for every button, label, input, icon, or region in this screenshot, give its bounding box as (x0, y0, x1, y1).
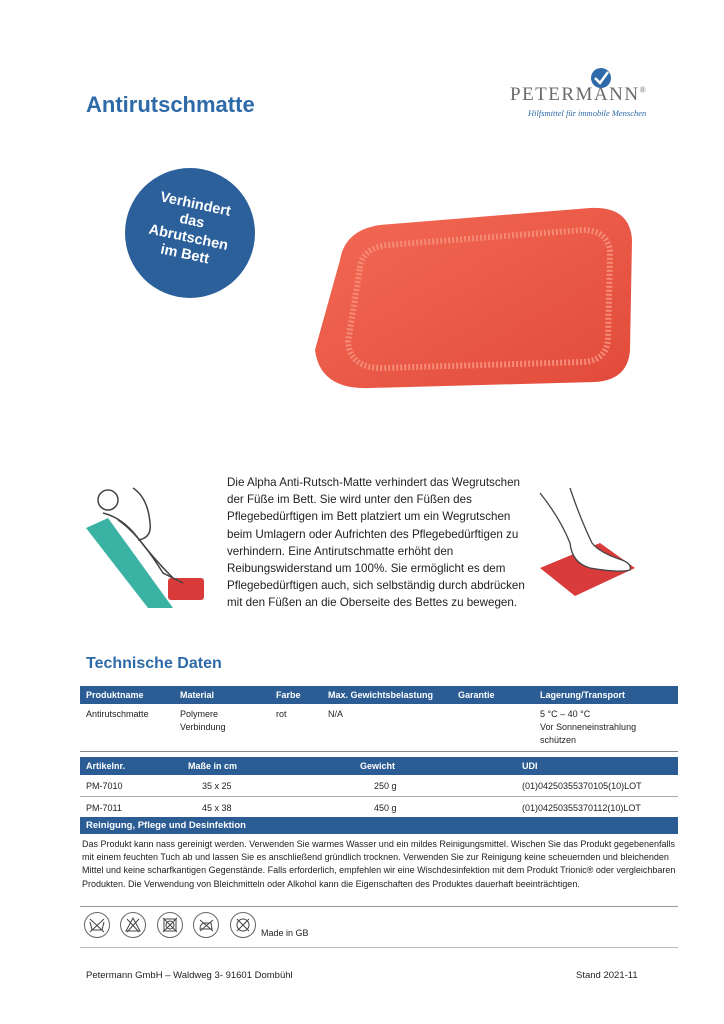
product-description: Die Alpha Anti-Rutsch-Matte verhindert das Wegrutschen der Füße im Bett. Sie wird unter den Füßen des Pflegebedürftigen im Bett platziert um ein Wegrutschen beim Umlagern oder Aufrichten des Pflegebedürftigen zu verhindern. Eine Antirutschmatte erhöht den Reibungswiderstand um 100%. Sie ermöglicht es dem Pflegebedürftigen auch, sich selbständig durch abdrücken mit den Füßen an die Oberseite des Bettes zu bewegen. (227, 476, 525, 610)
technical-data-table (80, 686, 678, 752)
table-header-row (80, 757, 678, 775)
feature-badge (125, 168, 255, 298)
cell-farbe: rot (270, 704, 322, 752)
header-artikelnr: Artikelnr. (80, 757, 182, 775)
header-garantie: Garantie (452, 686, 534, 704)
no-tumble-dry-icon (157, 912, 183, 938)
lagerung-temperature: 5 °C – 40 °C (540, 709, 591, 719)
header-masse: Maße in cm (182, 757, 354, 775)
lagerung-note: Vor Sonneneinstrahlung schützen (540, 722, 637, 745)
cell-material: Polymere Verbindung (174, 704, 270, 752)
page-title: Antirutschmatte (86, 92, 255, 117)
logo-reg: ® (639, 85, 648, 95)
no-wash-icon (84, 912, 110, 938)
table-row (80, 704, 678, 752)
foot-illustration (530, 488, 640, 598)
cell-artikel: PM-7010 (80, 775, 182, 797)
header-gewichtsbelastung: Max. Gewichtsbelastung (322, 686, 452, 704)
care-text: Das Produkt kann nass gereinigt werden. Verwenden Sie warmes Wasser und ein mildes Reinigungsmittel. Wischen Sie das Produkt gegebenenfalls mit einem feuchten Tuch ab und lassen Sie es anschließend gründlich trocknen. Verwenden Sie zur Reinigung keine scheuernden und bleichenden Mittel und keine scharfkantigen Gegenstände. Falls erforderlich, empfehlen wir eine Wischdesinfektion mit dem Produkt Trionic® oder vergleichbaren Produkten. Die Verwendung von Bleichmitteln oder Alkohol kann die Eigenschaften des Produktes dauerhaft beeinträchtigen. (82, 839, 676, 889)
header-gewicht: Gewicht (354, 757, 516, 775)
no-bleach-icon (120, 912, 146, 938)
cell-gewicht: 250 g (354, 775, 516, 797)
header-udi: UDI (516, 757, 678, 775)
cell-produktname: Antirutschmatte (80, 704, 174, 752)
table-header-row (80, 686, 678, 704)
cell-udi: (01)04250355370112(10)LOT (516, 797, 678, 819)
care-section-title: Reinigung, Pflege und Desinfektion (80, 817, 678, 834)
company-logo (508, 66, 674, 126)
cell-masse: 35 x 25 (182, 775, 354, 797)
divider (80, 906, 678, 907)
footer-address: Petermann GmbH – Waldweg 3- 91601 Dombühl (86, 970, 293, 981)
no-iron-icon (193, 912, 219, 938)
header-material: Material (174, 686, 270, 704)
cell-lagerung (534, 704, 678, 752)
footer-date: Stand 2021-11 (576, 970, 638, 981)
logo-tagline: Hilfsmittel für immobile Menschen (528, 108, 647, 118)
badge-text: Verhindert das Abrutschen im Bett (147, 189, 233, 268)
made-in-label: Made in GB (261, 928, 309, 938)
care-icons (84, 912, 262, 938)
no-dry-clean-icon (230, 912, 256, 938)
header-farbe: Farbe (270, 686, 322, 704)
logo-name: PETERMANN (510, 84, 640, 105)
cell-udi: (01)04250355370105(10)LOT (516, 775, 678, 797)
header-produktname: Produktname (80, 686, 174, 704)
product-mat-image (300, 200, 640, 390)
cell-gewicht: N/A (322, 704, 452, 752)
bed-illustration (78, 478, 218, 618)
table-row (80, 775, 678, 797)
cell-masse: 45 x 38 (182, 797, 354, 819)
cell-garantie (452, 704, 534, 752)
table-row (80, 797, 678, 819)
cell-artikel: PM-7011 (80, 797, 182, 819)
article-table (80, 757, 678, 819)
header-lagerung: Lagerung/Transport (534, 686, 678, 704)
section-title-technical: Technische Daten (86, 655, 222, 672)
cell-gewicht: 450 g (354, 797, 516, 819)
divider (80, 947, 678, 948)
